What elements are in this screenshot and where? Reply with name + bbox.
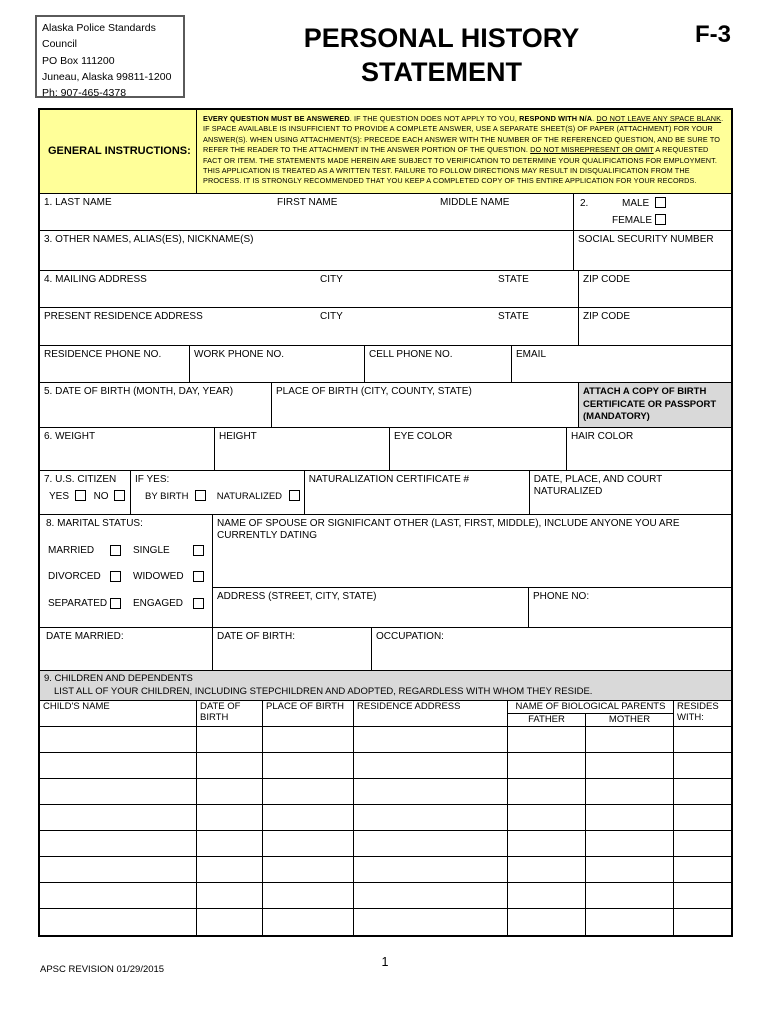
- spouse-occupation-field[interactable]: [372, 628, 731, 670]
- spouse-phone-field[interactable]: [529, 588, 731, 627]
- married-label: MARRIED: [48, 544, 95, 556]
- child-row-cell[interactable]: [40, 831, 197, 856]
- residence-phone-field[interactable]: [40, 346, 190, 382]
- child-row-cell[interactable]: [508, 779, 586, 804]
- row-other-names: [40, 231, 731, 271]
- agency-city-line: Juneau, Alaska 99811-1200: [42, 70, 172, 83]
- by-birth-checkbox[interactable]: [195, 490, 206, 501]
- child-row-cell[interactable]: [263, 805, 354, 830]
- page-number: 1: [381, 955, 389, 969]
- marital-row-2: [46, 571, 208, 583]
- form-number: F-3: [695, 21, 731, 48]
- citizen-no-checkbox[interactable]: [114, 490, 125, 501]
- row-physical: [40, 428, 731, 471]
- child-dob-header-label: DATE OF BIRTH: [200, 701, 241, 723]
- naturalized-checkbox[interactable]: [289, 490, 300, 501]
- page-title-line2: STATEMENT: [361, 57, 522, 88]
- marital-row-1: [46, 545, 208, 557]
- spouse-dob-label: DATE OF BIRTH:: [217, 631, 295, 642]
- child-row: [40, 753, 731, 779]
- child-row-cell[interactable]: [40, 727, 197, 752]
- general-instructions-text: EVERY QUESTION MUST BE ANSWERED. IF THE QUESTION DOES NOT APPLY TO YOU, RESPOND WITH N/A. DO NOT LEAVE ANY SPACE BLANK. IF SPACE AVAILABLE IS INSUFFICIENT TO PROVIDE A COMPLETE ANSWER, USE A SEPARATE SHEET(S) OF PAPER (ATTACHMENT) FOR YOUR ANSWER(S). WHEN USING ATTACHMENT(S): PRECEDE EACH ANSWER WITH THE NUMBER OF THE REFERENCED QUESTION, AND BE SURE TO REFER THE READER TO THE ATTACHMENT IN THE ANSWER PORTION OF THE QUESTION. DO NOT MISREPRESENT OR OMIT A REQUESTED FACT OR ITEM. THE STATEMENTS MADE HEREIN ARE SUBJECT TO VERIFICATION TO DETERMINE YOUR QUALIFICATIONS FOR EMPLOYMENT. THIS APPLICATION IS TREATED AS A WRITTEN TEST. FAILURE TO FOLLOW DIRECTIONS MAY RESULT IN DISQUALIFICATION FROM THE PROCESS. IT IS STRONGLY RECOMMENDED THAT YOU KEEP A COMPLETED COPY OF THIS ENTIRE APPLICATION FOR YOUR RECORDS.: [203, 114, 724, 186]
- divorced-checkbox[interactable]: [110, 571, 121, 582]
- child-row-cell[interactable]: [40, 779, 197, 804]
- child-row-cell[interactable]: [508, 857, 586, 882]
- naturalization-certificate-field[interactable]: [305, 471, 530, 514]
- row-marital: [40, 515, 731, 628]
- child-row-cell[interactable]: [197, 831, 263, 856]
- children-empty-rows: [40, 727, 731, 935]
- married-checkbox[interactable]: [110, 545, 121, 556]
- page-header: [35, 15, 733, 101]
- row-date-married: [40, 628, 731, 671]
- attach-note-text: ATTACH A COPY OF BIRTH CERTIFICATE OR PASSPORT (MANDATORY): [583, 386, 717, 423]
- email-field[interactable]: [512, 346, 731, 382]
- child-row-cell[interactable]: [586, 753, 674, 778]
- child-row-cell[interactable]: [354, 805, 508, 830]
- spouse-phone-label: PHONE NO:: [533, 591, 590, 602]
- child-row-cell[interactable]: [674, 883, 731, 908]
- child-row-cell[interactable]: [586, 831, 674, 856]
- date-of-birth-label: 5. DATE OF BIRTH (MONTH, DAY, YEAR): [44, 386, 234, 397]
- agency-name: Alaska Police Standards Council: [42, 22, 156, 51]
- marital-row-3: [46, 598, 208, 610]
- child-row: [40, 727, 731, 753]
- widowed-label: WIDOWED: [133, 571, 184, 582]
- child-row: [40, 857, 731, 883]
- child-row-cell[interactable]: [354, 831, 508, 856]
- child-row: [40, 831, 731, 857]
- child-row-cell[interactable]: [674, 727, 731, 752]
- spouse-address-label: ADDRESS (STREET, CITY, STATE): [217, 591, 377, 602]
- child-row-cell[interactable]: [586, 727, 674, 752]
- bio-parents-header-label: NAME OF BIOLOGICAL PARENTS: [508, 701, 673, 714]
- child-pob-header-label: PLACE OF BIRTH: [266, 701, 344, 712]
- child-row-cell[interactable]: [197, 753, 263, 778]
- citizen-yes-checkbox[interactable]: [75, 490, 86, 501]
- mailing-address-label: 4. MAILING ADDRESS: [44, 274, 147, 285]
- child-row-cell[interactable]: [674, 805, 731, 830]
- child-row-cell[interactable]: [354, 779, 508, 804]
- child-row-cell[interactable]: [40, 805, 197, 830]
- q2-number-label: 2.: [580, 198, 589, 209]
- child-row-cell[interactable]: [354, 857, 508, 882]
- male-label: MALE: [622, 198, 650, 209]
- page-footer: [40, 955, 733, 977]
- spouse-section: [213, 515, 731, 627]
- female-label: FEMALE: [612, 215, 653, 226]
- child-row-cell[interactable]: [197, 883, 263, 908]
- residence-state-label: STATE: [498, 311, 529, 322]
- spouse-address-row: [213, 588, 731, 627]
- single-checkbox[interactable]: [193, 545, 204, 556]
- resides-with-header: [674, 701, 731, 726]
- middle-name-label: MIDDLE NAME: [440, 197, 510, 208]
- by-birth-label: BY BIRTH: [145, 490, 189, 502]
- page-title-line1: PERSONAL HISTORY: [303, 23, 580, 53]
- mother-header: MOTHER: [608, 714, 651, 725]
- mailing-state-label: STATE: [498, 274, 529, 285]
- mailing-zip-label: ZIP CODE: [583, 274, 631, 285]
- child-row: [40, 805, 731, 831]
- child-row-cell[interactable]: [197, 909, 263, 935]
- mailing-city-label: CITY: [320, 274, 343, 285]
- mailing-address-field[interactable]: [40, 271, 579, 307]
- child-row-cell[interactable]: [40, 883, 197, 908]
- ssn-label: SOCIAL SECURITY NUMBER: [578, 234, 714, 245]
- eye-color-label: EYE COLOR: [394, 431, 453, 442]
- children-table-header: [40, 701, 731, 727]
- child-row-cell[interactable]: [508, 883, 586, 908]
- child-row-cell[interactable]: [508, 831, 586, 856]
- child-row: [40, 779, 731, 805]
- us-citizen-cell: [40, 471, 131, 514]
- naturalization-certificate-label: NATURALIZATION CERTIFICATE #: [308, 474, 470, 485]
- spouse-dob-field[interactable]: [213, 628, 372, 670]
- divorced-label: DIVORCED: [48, 571, 101, 582]
- child-row-cell[interactable]: [197, 857, 263, 882]
- single-label: SINGLE: [133, 544, 170, 556]
- work-phone-field[interactable]: [190, 346, 365, 382]
- bio-parents-header: [508, 701, 674, 726]
- child-row-cell[interactable]: [508, 805, 586, 830]
- child-row-cell[interactable]: [197, 727, 263, 752]
- row-residence-address: [40, 308, 731, 346]
- child-row-cell[interactable]: [354, 883, 508, 908]
- work-phone-label: WORK PHONE NO.: [194, 349, 285, 360]
- row-children-header: [40, 671, 731, 701]
- engaged-label: ENGAGED: [133, 597, 184, 609]
- child-row-cell[interactable]: [586, 883, 674, 908]
- last-name-label: 1. LAST NAME: [44, 197, 112, 208]
- child-row-cell[interactable]: [40, 909, 197, 935]
- child-row-cell[interactable]: [508, 727, 586, 752]
- cell-phone-field[interactable]: [365, 346, 512, 382]
- height-label: HEIGHT: [219, 431, 257, 442]
- spouse-occupation-label: OCCUPATION:: [376, 631, 444, 642]
- child-row-cell[interactable]: [354, 753, 508, 778]
- revision-text: APSC REVISION 01/29/2015: [40, 964, 165, 975]
- residence-zip-field[interactable]: [579, 308, 731, 345]
- child-row-cell[interactable]: [586, 909, 674, 935]
- child-residence-header: [354, 701, 508, 726]
- name-fields-cell[interactable]: [40, 194, 574, 230]
- court-naturalized-field[interactable]: [530, 471, 731, 514]
- child-name-header: [40, 701, 197, 726]
- naturalized-label: NATURALIZED: [216, 490, 283, 502]
- date-of-birth-field[interactable]: [40, 383, 272, 427]
- page-title: [225, 21, 658, 90]
- male-checkbox[interactable]: [655, 197, 666, 208]
- mailing-zip-field[interactable]: [579, 271, 731, 307]
- child-residence-header-label: RESIDENCE ADDRESS: [357, 701, 461, 712]
- child-row-cell[interactable]: [263, 831, 354, 856]
- row-name-sex: [40, 194, 731, 231]
- row-citizenship: [40, 471, 731, 515]
- height-field[interactable]: [215, 428, 390, 470]
- child-row-cell[interactable]: [674, 831, 731, 856]
- child-row-cell[interactable]: [354, 909, 508, 935]
- child-row-cell[interactable]: [263, 779, 354, 804]
- general-instructions-label: GENERAL INSTRUCTIONS:: [48, 145, 191, 158]
- citizen-no-label: NO: [93, 490, 109, 502]
- spouse-name-label: NAME OF SPOUSE OR SIGNIFICANT OTHER (LAST, FIRST, MIDDLE), INCLUDE ANYONE YOU ARE CURRENTLY DATING: [217, 518, 680, 541]
- first-name-label: FIRST NAME: [277, 197, 338, 208]
- spouse-name-field[interactable]: [213, 515, 731, 588]
- weight-label: 6. WEIGHT: [44, 431, 96, 442]
- children-section-header: [40, 671, 731, 700]
- residence-city-label: CITY: [320, 311, 343, 322]
- citizen-yes-no-line: [44, 490, 130, 503]
- eye-color-field[interactable]: [390, 428, 567, 470]
- if-yes-label: IF YES:: [135, 474, 170, 485]
- agency-phone: Ph: 907-465-4378: [42, 87, 127, 100]
- sex-cell: [574, 194, 731, 230]
- child-row: [40, 883, 731, 909]
- row-mailing-address: [40, 271, 731, 308]
- other-names-label: 3. OTHER NAMES, ALIAS(ES), NICKNAME(S): [44, 234, 254, 245]
- residence-zip-label: ZIP CODE: [583, 311, 631, 322]
- child-row-cell[interactable]: [263, 753, 354, 778]
- general-instructions-row: [40, 110, 731, 194]
- child-row-cell[interactable]: [197, 779, 263, 804]
- email-label: EMAIL: [516, 349, 547, 360]
- child-row-cell[interactable]: [40, 857, 197, 882]
- child-row-cell[interactable]: [508, 753, 586, 778]
- citizenship-type-line: [135, 490, 300, 503]
- bio-parents-subheader: [508, 714, 673, 726]
- child-row-cell[interactable]: [263, 727, 354, 752]
- if-yes-cell: [131, 471, 305, 514]
- resides-with-header-label: RESIDES WITH:: [677, 701, 719, 723]
- row-birth: [40, 383, 731, 428]
- row-phones: [40, 346, 731, 383]
- child-row-cell[interactable]: [40, 753, 197, 778]
- attach-birth-certificate-note: [579, 383, 731, 427]
- residence-address-label: PRESENT RESIDENCE ADDRESS: [44, 311, 203, 322]
- child-row-cell[interactable]: [586, 857, 674, 882]
- child-row-cell[interactable]: [674, 779, 731, 804]
- child-row-cell[interactable]: [354, 727, 508, 752]
- child-row-cell[interactable]: [586, 805, 674, 830]
- weight-field[interactable]: [40, 428, 215, 470]
- engaged-checkbox[interactable]: [193, 598, 204, 609]
- place-of-birth-label: PLACE OF BIRTH (CITY, COUNTY, STATE): [276, 386, 472, 397]
- child-pob-header: [263, 701, 354, 726]
- children-section-subtitle: LIST ALL OF YOUR CHILDREN, INCLUDING STEPCHILDREN AND ADOPTED, REGARDLESS WITH WHOM THEY RESIDE.: [54, 685, 593, 697]
- widowed-checkbox[interactable]: [193, 571, 204, 582]
- child-row-cell[interactable]: [263, 857, 354, 882]
- marital-status-label: 8. MARITAL STATUS:: [46, 518, 143, 529]
- child-row-cell[interactable]: [674, 909, 731, 935]
- father-header: FATHER: [508, 714, 586, 726]
- child-row-cell[interactable]: [263, 883, 354, 908]
- children-section-title: 9. CHILDREN AND DEPENDENTS: [44, 673, 193, 684]
- child-row-cell[interactable]: [586, 779, 674, 804]
- general-instructions-text-cell: [197, 110, 731, 193]
- child-row-cell[interactable]: [197, 805, 263, 830]
- date-married-field[interactable]: [40, 628, 213, 670]
- separated-label: SEPARATED: [48, 597, 108, 609]
- other-names-field[interactable]: [40, 231, 574, 270]
- separated-checkbox[interactable]: [110, 598, 121, 609]
- marital-status-cell: [40, 515, 213, 627]
- child-row-cell[interactable]: [674, 857, 731, 882]
- date-married-label: DATE MARRIED:: [46, 631, 124, 642]
- female-checkbox[interactable]: [655, 214, 666, 225]
- child-row: [40, 909, 731, 935]
- cell-phone-label: CELL PHONE NO.: [369, 349, 453, 360]
- hair-color-label: HAIR COLOR: [571, 431, 634, 442]
- agency-address-box: [35, 15, 185, 98]
- hair-color-field[interactable]: [567, 428, 731, 470]
- citizen-yes-label: YES: [49, 490, 70, 502]
- court-naturalized-label: DATE, PLACE, AND COURT NATURALIZED: [533, 474, 663, 497]
- residence-address-field[interactable]: [40, 308, 579, 345]
- child-row-cell[interactable]: [508, 909, 586, 935]
- ssn-field[interactable]: [574, 231, 731, 270]
- child-row-cell[interactable]: [263, 909, 354, 935]
- form-table: [38, 108, 733, 937]
- residence-phone-label: RESIDENCE PHONE NO.: [44, 349, 162, 360]
- place-of-birth-field[interactable]: [272, 383, 579, 427]
- general-instructions-label-cell: [40, 110, 197, 193]
- us-citizen-label: 7. U.S. CITIZEN: [44, 474, 117, 485]
- agency-po-box: PO Box 111200: [42, 54, 115, 67]
- spouse-address-field[interactable]: [213, 588, 529, 627]
- child-dob-header: [197, 701, 263, 726]
- child-row-cell[interactable]: [674, 753, 731, 778]
- child-name-header-label: CHILD'S NAME: [43, 701, 110, 712]
